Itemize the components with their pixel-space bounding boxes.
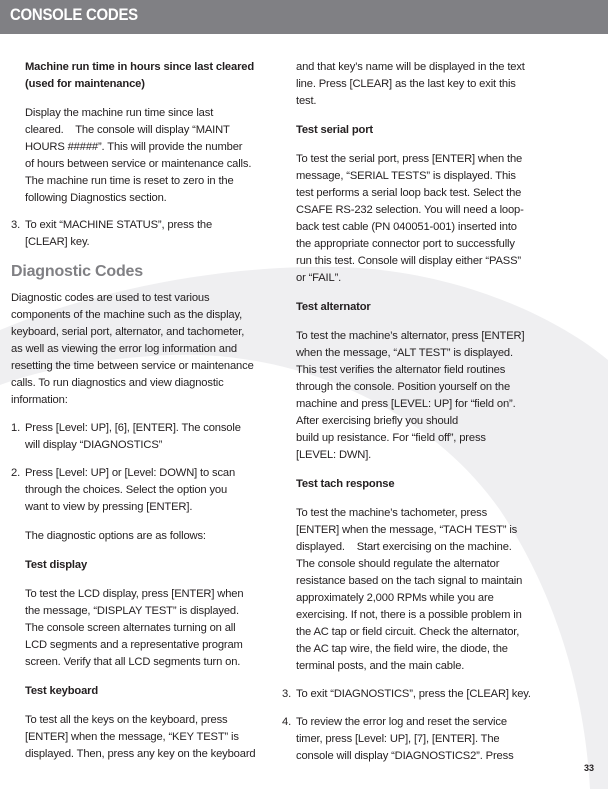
test-display-paragraph xyxy=(11,586,281,671)
text-line: following Diagnostics section. xyxy=(25,192,167,204)
text-line: [ENTER] when the message, “KEY TEST” is xyxy=(25,731,239,743)
text-line: keyboard, serial port, alternator, and tachometer, xyxy=(11,326,245,338)
text-line: After exercising briefly you should xyxy=(296,415,459,427)
test-keyboard-paragraph xyxy=(11,712,281,763)
text-line: the appropriate connector port to successfully xyxy=(296,238,515,250)
text-line: resetting the time between service or maintenance xyxy=(11,360,254,372)
text-line: To exit “DIAGNOSTICS”, press the [CLEAR] key. xyxy=(296,688,531,700)
text-line: CSAFE RS-232 selection. You will need a loop- xyxy=(296,204,524,216)
text-line: [CLEAR] key. xyxy=(25,236,90,248)
text-line: HOURS #####”. This will provide the number xyxy=(25,141,243,153)
text-line: machine and press [LEVEL: UP] for “field on”. xyxy=(296,398,516,410)
text-line: components of the machine such as the display, xyxy=(11,309,243,321)
text-line: or “FAIL”. xyxy=(296,272,342,284)
test-serial-title: Test serial port xyxy=(296,124,373,136)
text-line: To test the machine’s alternator, press [ENTER] xyxy=(296,330,525,342)
text-line: This test verifies the alternator field routines xyxy=(296,364,506,376)
text-line: information: xyxy=(11,394,68,406)
text-line: will display “DIAGNOSTICS” xyxy=(25,439,163,451)
text-line: To review the error log and reset the service xyxy=(296,716,507,728)
text-line: approximately 2,000 RPMs while you are xyxy=(296,592,494,604)
text-line: run this test. Console will display either “PASS” xyxy=(296,255,521,267)
test-display-title: Test display xyxy=(25,559,88,571)
maint-heading: Machine run time in hours since last cleared (used for maintenance) xyxy=(25,61,255,90)
text-line: test. xyxy=(296,95,317,107)
text-line: Display the machine run time since last xyxy=(25,107,214,119)
test-keyboard-title: Test keyboard xyxy=(25,685,99,697)
text-line: test performs a serial loop back test. Select the xyxy=(296,187,522,199)
text-line: the message, “DISPLAY TEST” is displayed. xyxy=(25,605,239,617)
left-column xyxy=(11,59,281,763)
text-line: Press [Level: UP] or [Level: DOWN] to scan xyxy=(25,467,236,479)
text-line: To exit “MACHINE STATUS”, press the xyxy=(25,219,213,231)
text-line: exercising. If not, there is a possible problem in xyxy=(296,609,522,621)
text-line: The console should regulate the alternator xyxy=(296,558,500,570)
text-line: displayed. Then, press any key on the keyboard xyxy=(25,748,256,760)
text-line: build up resistance. For “field off”, press xyxy=(296,432,486,444)
text-line: and that key’s name will be displayed in the text xyxy=(296,61,525,73)
list-number: 2. xyxy=(11,467,21,479)
text-line: [ENTER] when the message, “TACH TEST” is xyxy=(296,524,518,536)
text-line: The console screen alternates turning on all xyxy=(25,622,236,634)
text-line: through the console. Position yourself on the xyxy=(296,381,511,393)
intro-paragraph xyxy=(11,290,281,409)
list-number: 3. xyxy=(11,219,21,231)
text-line: cleared. The console will display “MAINT xyxy=(25,124,230,136)
header-title: CONSOLE CODES xyxy=(10,5,138,24)
page-number: 33 xyxy=(583,763,594,773)
maint-paragraph xyxy=(11,105,281,207)
test-alternator-title: Test alternator xyxy=(296,301,371,313)
text-line: message, “SERIAL TESTS” is displayed. This xyxy=(296,170,516,182)
text-line: the AC tap wire, the field wire, the diode, the xyxy=(296,643,508,655)
list-number: 1. xyxy=(11,422,21,434)
list-item-step-2 xyxy=(11,465,281,516)
text-line: [LEVEL: DWN]. xyxy=(296,449,372,461)
text-line: back test cable (PN 040051-001) inserted into xyxy=(296,221,517,233)
text-line: of hours between service or maintenance calls. xyxy=(25,158,252,170)
right-column xyxy=(282,59,596,765)
text-line: screen. Verify that all LCD segments turn on. xyxy=(25,656,241,668)
text-line: through the choices. Select the option you xyxy=(25,484,228,496)
text-line: want to view by pressing [ENTER]. xyxy=(25,501,193,513)
text-line: the AC tap or field circuit. Check the alternator, xyxy=(296,626,520,638)
text-line: To test the LCD display, press [ENTER] when xyxy=(25,588,244,600)
text-line: To test the machine’s tachometer, press xyxy=(296,507,488,519)
text-line: timer, press [Level: UP], [7], [ENTER]. The xyxy=(296,733,500,745)
keyboard-paragraph-continued xyxy=(296,59,596,110)
text-line: terminal posts, and the main cable. xyxy=(296,660,465,672)
test-tach-paragraph xyxy=(296,505,596,675)
page-header xyxy=(0,0,608,34)
list-item-step-4 xyxy=(282,714,596,765)
text-line: Diagnostic codes are used to test various xyxy=(11,292,210,304)
text-line: as well as viewing the error log information and xyxy=(11,343,237,355)
list-item-step-3-diagnostics xyxy=(282,686,596,703)
test-tach-title: Test tach response xyxy=(296,478,395,490)
test-alternator-paragraph xyxy=(296,328,596,464)
options-intro: The diagnostic options are as follows: xyxy=(25,530,206,542)
text-line: To test all the keys on the keyboard, press xyxy=(25,714,228,726)
section-title: Diagnostic Codes xyxy=(11,263,143,280)
text-line: when the message, “ALT TEST” is displayed. xyxy=(296,347,513,359)
test-serial-paragraph xyxy=(296,151,596,287)
text-line: line. Press [CLEAR] as the last key to exit this xyxy=(296,78,516,90)
list-number: 4. xyxy=(282,716,292,728)
text-line: calls. To run diagnostics and view diagnostic xyxy=(11,377,224,389)
list-number: 3. xyxy=(282,688,292,700)
list-item-step-3 xyxy=(11,217,281,251)
text-line: resistance based on the tach signal to maintain xyxy=(296,575,523,587)
text-line: Press [Level: UP], [6], [ENTER]. The console xyxy=(25,422,241,434)
text-line: displayed. Start exercising on the machine. xyxy=(296,541,512,553)
list-item-step-1 xyxy=(11,420,281,454)
text-line: LCD segments and a representative program xyxy=(25,639,243,651)
text-line: The machine run time is reset to zero in the xyxy=(25,175,234,187)
text-line: To test the serial port, press [ENTER] when the xyxy=(296,153,523,165)
text-line: console will display “DIAGNOSTICS2”. Press xyxy=(296,750,514,762)
